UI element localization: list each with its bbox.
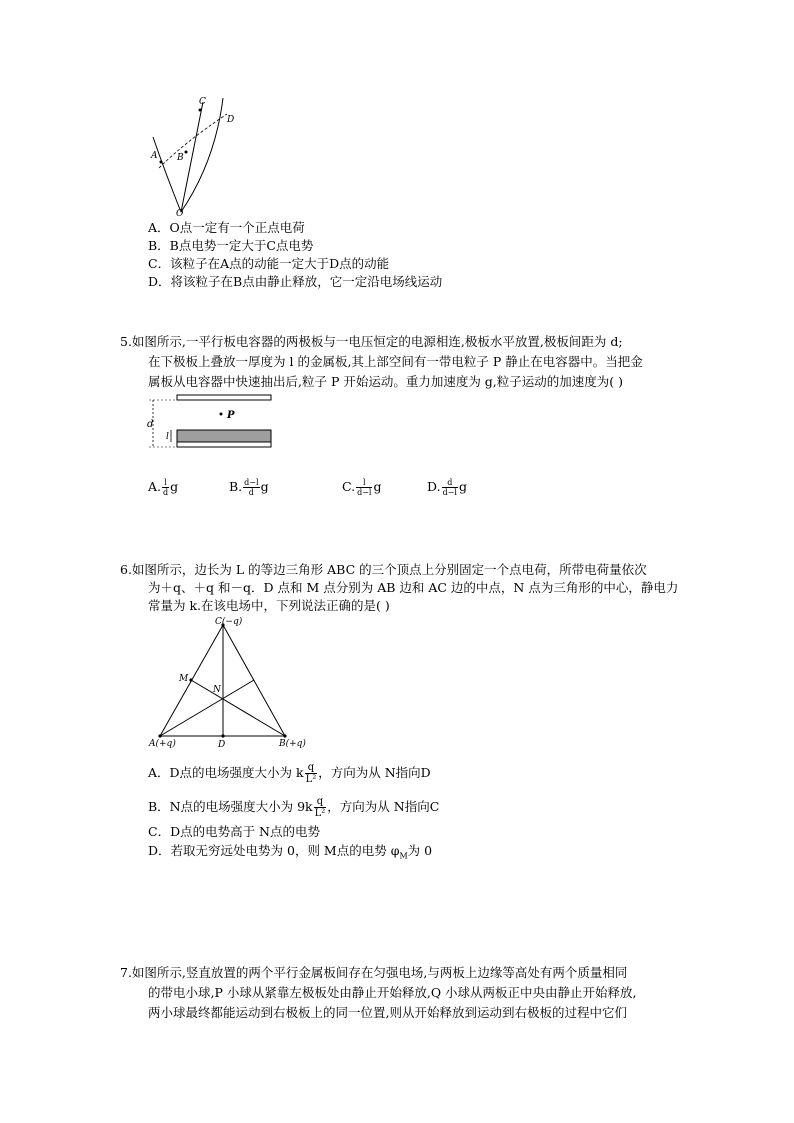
lower-plate bbox=[177, 442, 271, 447]
q5-stem-line-1: 5.如图所示,一平行板电容器的两极板与一电压恒定的电源相连,极板水平放置,极板间距为 d; bbox=[120, 334, 623, 349]
particle-trajectory bbox=[159, 114, 227, 168]
point-b-dot bbox=[283, 734, 286, 737]
q5-stem-line-3: 属板从电容器中快速抽出后,粒子 P 开始运动。重力加速度为 g,粒子运动的加速度为( ) bbox=[148, 374, 624, 389]
label-d: D bbox=[227, 115, 235, 125]
q7-stem-line-2: 的带电小球,P 小球从紧靠左极板处由静止开始释放,Q 小球从两板正中央由静止开始释放, bbox=[148, 985, 637, 1000]
upper-plate bbox=[177, 395, 271, 400]
label-c: C(−q) bbox=[215, 617, 243, 627]
field-line-3 bbox=[181, 98, 223, 212]
median-b-m bbox=[191, 680, 285, 736]
q6-stem-line-2: 为＋q、＋q 和－q．D 点和 M 点分别为 AB 边和 AC 边的中点，N 点为三角形的中心，静电力 bbox=[148, 580, 679, 595]
point-d-dot bbox=[221, 734, 224, 737]
point-a-dot bbox=[160, 161, 163, 164]
q6-option-a: A．D点的电场强度大小为 k $\frac{q}{\text{L²}}$ ，方向为从 N指向D bbox=[148, 762, 431, 785]
particle-p-dot bbox=[220, 413, 223, 416]
metal-slab bbox=[177, 430, 271, 442]
q7-stem-line-1: 7.如图所示,竖直放置的两个平行金属板间存在匀强电场,与两板上边缘等高处有两个质量相同 bbox=[120, 965, 628, 980]
q6-option-b: B．N点的电场强度大小为 9k $\frac{q}{\text{L²}}$ ，方向为从 N指向C bbox=[148, 796, 440, 819]
label-c: C bbox=[199, 97, 206, 107]
q5-option-d: D. $\frac{d}{d-l}$ g bbox=[427, 478, 467, 497]
q4-option-d: D．将该粒子在B点由静止释放，它一定沿电场线运动 bbox=[148, 274, 443, 289]
label-m: M bbox=[179, 674, 189, 684]
label-d: D bbox=[218, 740, 226, 750]
q5-capacitor-figure bbox=[143, 392, 278, 454]
label-o: O bbox=[176, 209, 184, 219]
label-d: d bbox=[147, 419, 154, 430]
label-a: A bbox=[151, 151, 158, 161]
q5-option-b: B. $\frac{d-l}{d}$ g bbox=[229, 478, 269, 497]
q4-option-a: A．O点一定有一个正点电荷 bbox=[148, 220, 305, 235]
q6-stem-line-1: 6.如图所示，边长为 L 的等边三角形 ABC 的三个顶点上分别固定一个点电荷，所带电荷量依次 bbox=[120, 562, 647, 577]
q4-option-b: B．B点电势一定大于C点电势 bbox=[148, 238, 314, 253]
label-a: A(+q) bbox=[149, 739, 176, 749]
label-b: B(+q) bbox=[279, 739, 306, 749]
q6-option-d: D．若取无穷远处电势为 0，则 M点的电势 $\varphi_M$为 0 bbox=[148, 843, 433, 861]
q5-option-c: C. $\frac{l}{d-l}$ g bbox=[342, 478, 382, 497]
q4-option-c: C．该粒子在A点的动能一定大于D点的动能 bbox=[148, 256, 390, 271]
field-line-2 bbox=[181, 102, 203, 212]
label-n: N bbox=[213, 685, 221, 695]
label-b: B bbox=[177, 153, 184, 163]
point-a-dot bbox=[158, 734, 161, 737]
point-m-dot bbox=[189, 678, 192, 681]
label-p: P bbox=[227, 410, 235, 421]
q7-stem-line-3: 两小球最终都能运动到右极板上的同一位置,则从开始释放到运动到右极板的过程中它们 bbox=[148, 1005, 627, 1020]
q6-stem-line-3: 常量为 k.在该电场中，下列说法正确的是( ) bbox=[148, 598, 390, 613]
field-line-1 bbox=[153, 137, 181, 212]
q4-field-figure bbox=[145, 92, 245, 220]
q6-option-c: C．D点的电势高于 N点的电势 bbox=[148, 824, 320, 839]
point-c-dot bbox=[199, 109, 202, 112]
point-b-dot bbox=[185, 151, 188, 154]
median-a-mid bbox=[160, 680, 254, 736]
q5-stem-line-2: 在下极板上叠放一厚度为 l 的金属板,其上部空间有一带电粒子 P 静止在电容器中。当把金 bbox=[148, 354, 643, 369]
q6-triangle-figure bbox=[145, 615, 320, 755]
label-l: l bbox=[166, 432, 169, 442]
q5-option-a: A. $\frac{l}{d}$ g bbox=[148, 478, 179, 497]
